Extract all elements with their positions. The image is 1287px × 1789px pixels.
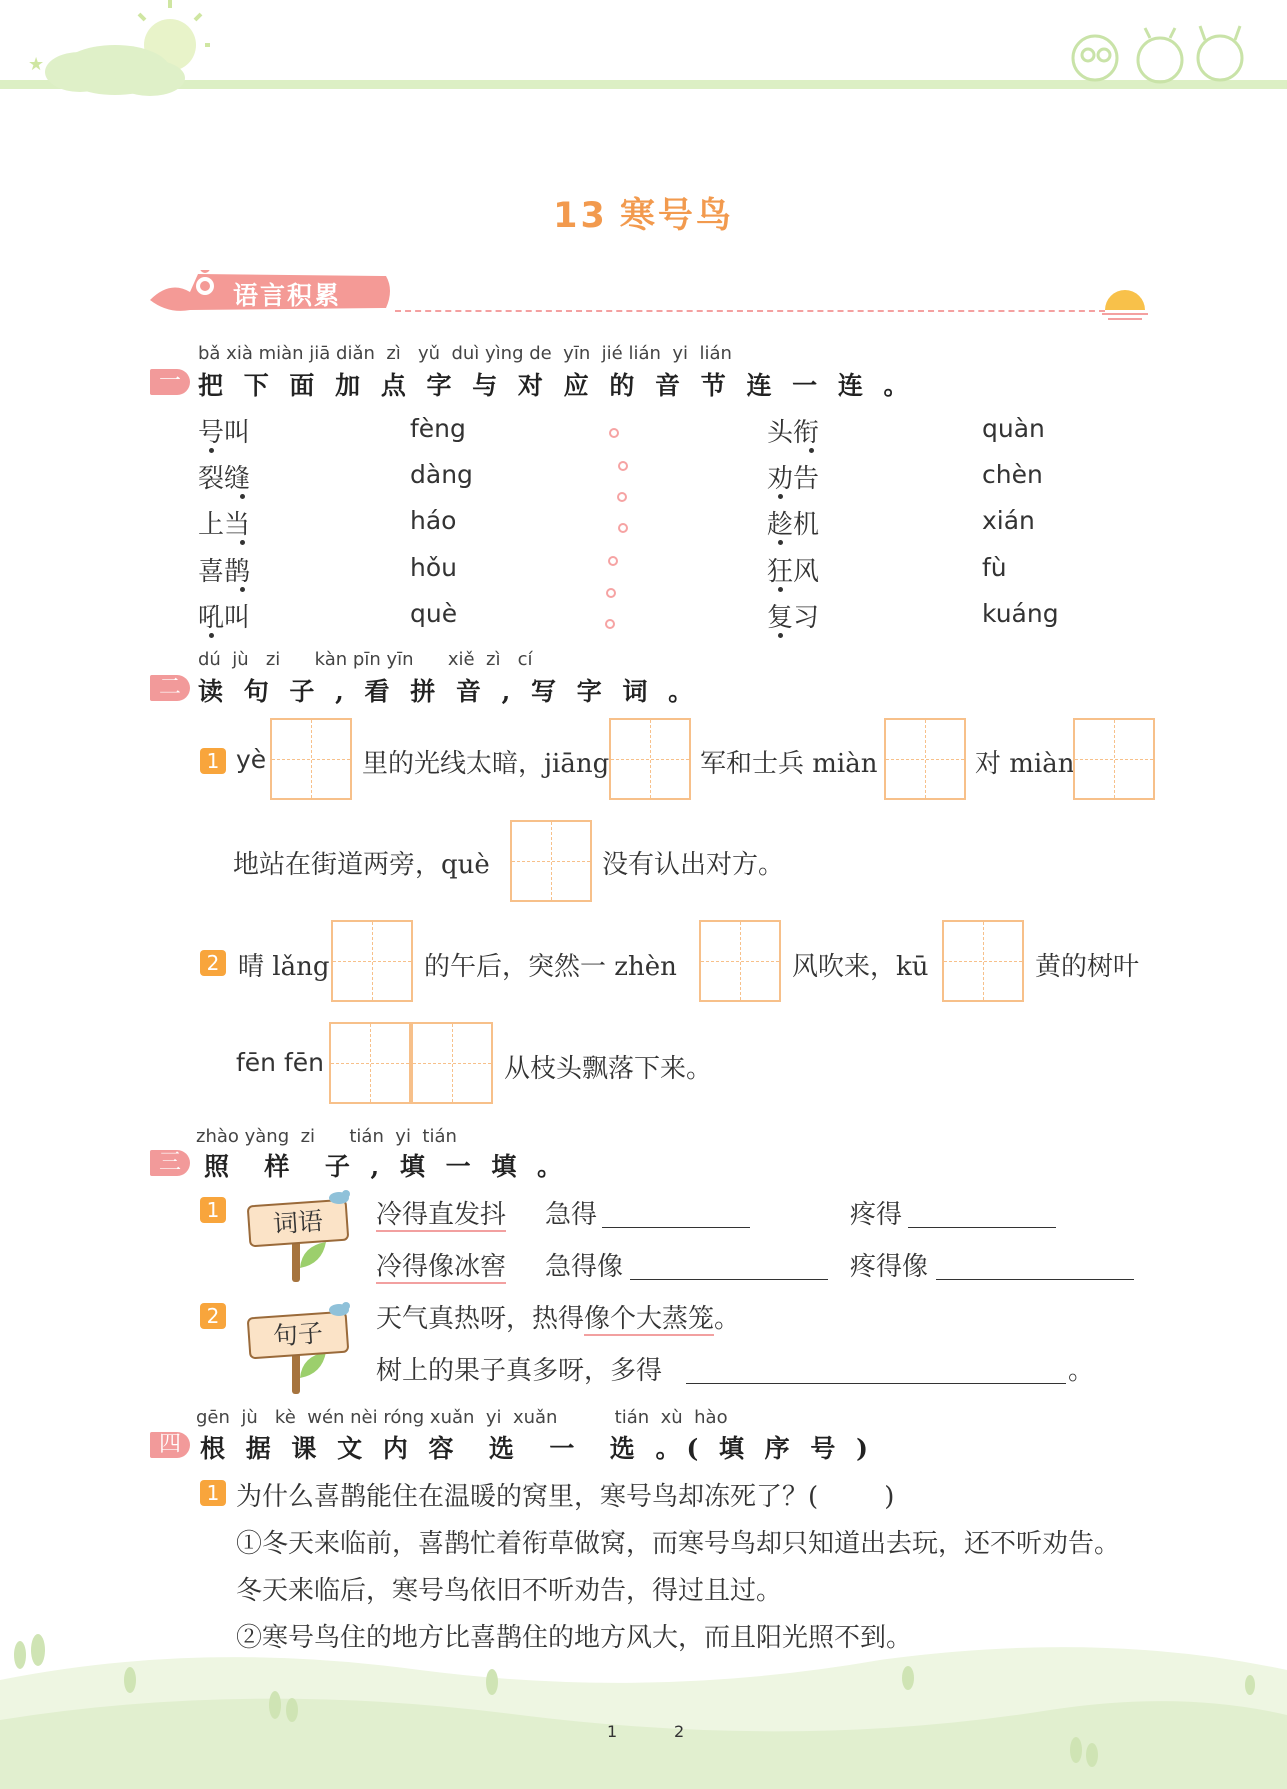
answer-blank[interactable]: [686, 1382, 1066, 1384]
example-phrase: 冷得像冰窖: [376, 1252, 507, 1282]
q4-option-1-line-2: 冬天来临后，寒号鸟依旧不听劝告，得过且过。: [236, 1576, 783, 1606]
answer-blank[interactable]: [908, 1226, 1056, 1228]
q3-item-1-badge: 1: [200, 1197, 226, 1223]
emphasis-dot: [209, 448, 214, 453]
bird-icon: [326, 1298, 352, 1318]
q1-left-pinyin-5: què: [410, 599, 458, 628]
emphasis-dot: [209, 633, 214, 638]
q1-instruction: 把 下 面 加 点 字 与 对 应 的 音 节 连 一 连 。: [198, 371, 915, 400]
q2-item-1-text-6: 没有认出对方。: [602, 850, 785, 880]
example-phrase: 冷得直发抖: [376, 1200, 507, 1230]
bird-icon: [326, 1186, 352, 1206]
q3-example-2: [376, 1246, 506, 1283]
q3-blank-1-label: 急得: [545, 1200, 598, 1230]
q1-right-pinyin-1: quàn: [982, 414, 1045, 443]
flower-divider-icon: [608, 556, 618, 566]
q1-left-pinyin-3: háo: [410, 506, 457, 535]
emphasis-dot: [240, 587, 245, 592]
writing-grid[interactable]: [331, 920, 413, 1002]
q2-item-1-text-5: 地站在街道两旁，què: [233, 850, 490, 880]
q4-option-1-line-1: ①冬天来临前，喜鹊忙着衔草做窝，而寒号鸟却只知道出去玩，还不听劝告。: [236, 1529, 1121, 1559]
q1-right-pinyin-2: chèn: [982, 460, 1043, 489]
emphasis-dot: [778, 633, 783, 638]
q4-pinyin: gēn jù kè wén nèi róng xuǎn yi xuǎn tián xù hào: [196, 1407, 728, 1428]
page-title: [0, 188, 1287, 238]
q2-item-2-text-2: 的午后，突然一 zhèn: [424, 952, 677, 982]
q2-item-1-text-4: 对 miàn: [975, 749, 1075, 779]
example-sentence-prefix: 天气真热呀，热得: [376, 1304, 585, 1334]
flower-divider-icon: [618, 523, 628, 533]
flower-divider-icon: [618, 461, 628, 471]
q3-instruction: 照 样 子 , 填 一 填 。: [204, 1152, 569, 1181]
example-sentence-underlined: 像个大蒸笼: [584, 1304, 715, 1334]
writing-grid[interactable]: [270, 718, 352, 800]
writing-grid[interactable]: [411, 1022, 493, 1104]
flower-divider-icon: [617, 492, 627, 502]
svg-text:★: ★: [28, 54, 45, 75]
q1-left-word-2: 裂缝: [198, 464, 251, 494]
q1-left-word-5: 吼叫: [198, 603, 251, 633]
q4-item-1-badge: 1: [200, 1480, 226, 1506]
section-divider: [395, 310, 1105, 312]
q1-right-word-1: 头衔: [767, 418, 820, 448]
emphasis-dot: [778, 540, 783, 545]
q3-blank-2-label: 疼得: [850, 1200, 903, 1230]
green-hills-background: [0, 1620, 1287, 1789]
q3-item-2-badge: 2: [200, 1303, 226, 1329]
sign-words: 词语: [247, 1199, 350, 1248]
q1-left-word-4: 喜鹊: [198, 557, 251, 587]
writing-grid[interactable]: [942, 920, 1024, 1002]
page-number-left: 1: [607, 1722, 618, 1741]
emphasis-dot: [778, 494, 783, 499]
q1-right-pinyin-3: xián: [982, 506, 1035, 535]
q4-instruction: 根 据 课 文 内 容 选 一 选 。( 填 序 号 ): [200, 1434, 874, 1463]
q2-item-2-text-3: 风吹来，kū: [792, 952, 929, 982]
q2-item-2-text-6: 从枝头飘落下来。: [504, 1054, 713, 1084]
q1-left-word-3: 上当: [198, 510, 251, 540]
example-sentence-end: 。: [714, 1304, 741, 1334]
q2-item-1-text-3: 军和士兵 miàn: [700, 749, 878, 779]
q1-left-word-1: 号叫: [198, 418, 251, 448]
lesson-title: 寒号鸟: [619, 196, 734, 236]
emphasis-dot: [809, 448, 814, 453]
flower-divider-icon: [609, 428, 619, 438]
emphasis-dot: [778, 587, 783, 592]
q1-left-pinyin-1: fèng: [410, 414, 466, 443]
q3-question-end: 。: [1068, 1356, 1095, 1386]
q1-number-badge: 一: [150, 369, 190, 395]
writing-grid[interactable]: [510, 820, 592, 902]
answer-blank[interactable]: [630, 1278, 828, 1280]
q4-question-1: 为什么喜鹊能住在温暖的窝里，寒号鸟却冻死了？( ): [236, 1482, 895, 1512]
q2-item-1-text-2: 里的光线太暗，jiāng: [362, 749, 610, 779]
q1-left-pinyin-4: hǒu: [410, 553, 457, 582]
lesson-number: 13: [553, 196, 608, 236]
emphasis-dot: [240, 540, 245, 545]
flower-divider-icon: [605, 619, 615, 629]
q1-right-pinyin-5: kuáng: [982, 599, 1059, 628]
leaf-icon: [298, 1240, 328, 1270]
q2-instruction: 读 句 子 , 看 拼 音 , 写 字 词 。: [198, 677, 700, 706]
q2-number-badge: 二: [150, 675, 190, 701]
writing-grid[interactable]: [1073, 718, 1155, 800]
q3-example-1: [376, 1194, 506, 1231]
q3-number-badge: 三: [150, 1150, 190, 1176]
emphasis-dot: [240, 494, 245, 499]
writing-grid[interactable]: [699, 920, 781, 1002]
writing-grid[interactable]: [609, 718, 691, 800]
q1-right-word-4: 狂风: [767, 557, 820, 587]
sun-cloud-icon: [20, 0, 210, 100]
q2-item-1-badge: 1: [200, 748, 226, 774]
answer-blank[interactable]: [936, 1278, 1134, 1280]
writing-grid[interactable]: [329, 1022, 411, 1104]
q1-left-pinyin-2: dàng: [410, 460, 473, 489]
section-banner-title: 语言积累: [233, 281, 342, 310]
q3-example-sentence: [376, 1298, 740, 1335]
q3-blank-3-label: 急得像: [545, 1252, 624, 1282]
q2-item-2-text-5: fēn fēn: [236, 1048, 325, 1077]
sign-sentence: 句子: [247, 1311, 350, 1360]
q1-right-pinyin-4: fù: [982, 553, 1007, 582]
q3-pinyin: zhào yàng zi tián yi tián: [196, 1126, 457, 1147]
cartoon-animals-icon: [1060, 20, 1250, 90]
q4-number-badge: 四: [150, 1432, 190, 1458]
q2-item-2-text-4: 黄的树叶: [1035, 952, 1140, 982]
q2-item-2-text-1: 晴 lǎng: [238, 952, 330, 982]
flower-divider-icon: [606, 588, 616, 598]
q1-right-word-3: 趁机: [767, 510, 820, 540]
q1-right-word-5: 复习: [767, 603, 820, 633]
q2-item-2-badge: 2: [200, 950, 226, 976]
writing-grid[interactable]: [884, 718, 966, 800]
q1-pinyin: bǎ xià miàn jiā diǎn zì yǔ duì yìng de yīn jié lián yi lián: [198, 343, 732, 364]
page-number-right: 2: [674, 1722, 685, 1741]
sunset-icon: [1100, 288, 1150, 323]
q2-pinyin: dú jù zi kàn pīn yīn xiě zì cí: [198, 649, 533, 670]
answer-blank[interactable]: [602, 1226, 750, 1228]
q4-option-2: ②寒号鸟住的地方比喜鹊住的地方风大，而且阳光照不到。: [236, 1623, 913, 1653]
q3-question-sentence: 树上的果子真多呀，多得: [376, 1356, 663, 1386]
q3-blank-4-label: 疼得像: [850, 1252, 929, 1282]
q1-right-word-2: 劝告: [767, 464, 820, 494]
q2-item-1-pinyin-ye: yè: [236, 745, 267, 774]
